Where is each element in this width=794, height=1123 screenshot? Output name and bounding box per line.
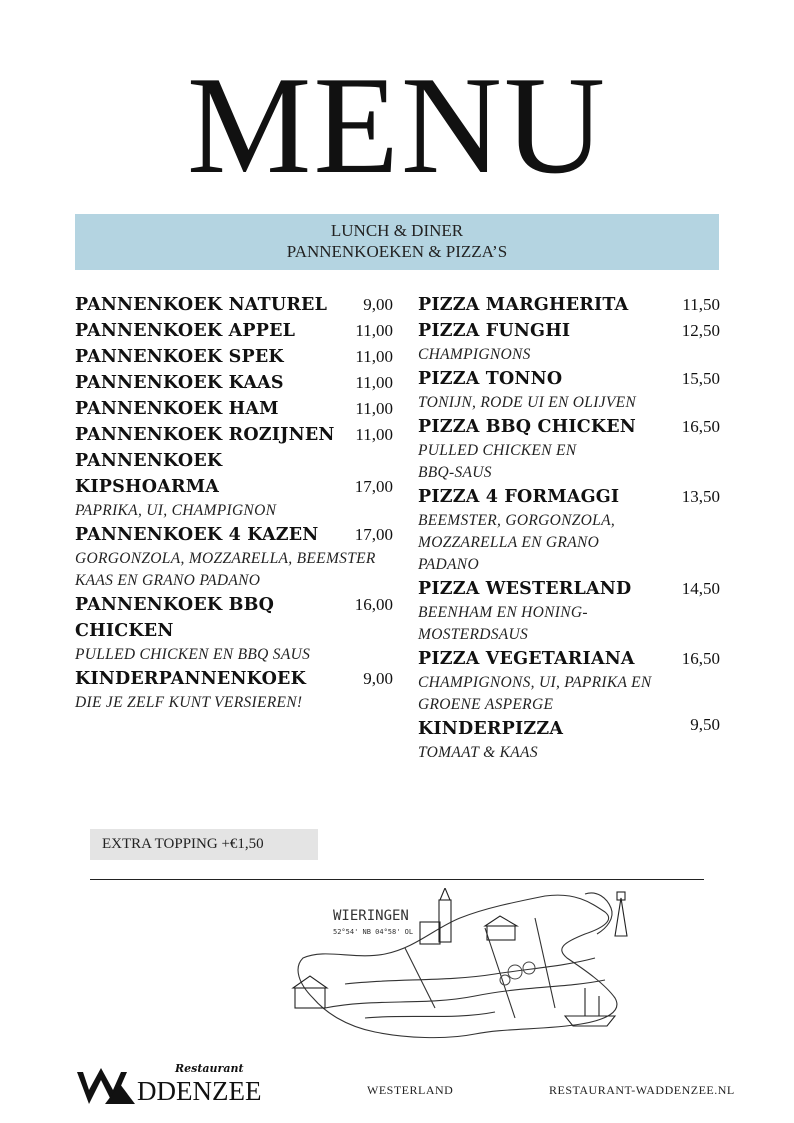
item-description: GORGONZOLA, MOZZARELLA, BEEMSTER KAAS EN GRANO PADANO <box>75 550 376 589</box>
menu-item <box>418 366 720 392</box>
menu-item <box>418 414 720 440</box>
item-description: BEENHAM EN HONING-MOSTERDSAUS <box>418 604 588 643</box>
item-name: PIZZA TONNO <box>418 369 563 389</box>
menu-banner <box>75 214 719 270</box>
menu-item <box>75 318 393 344</box>
item-description: CHAMPIGNONS, UI, PAPRIKA EN GROENE ASPERGE <box>418 674 652 713</box>
menu-item <box>75 666 393 692</box>
wieringen-map-illustration <box>285 888 665 1053</box>
item-name: PANNENKOEK SPEK <box>75 347 284 367</box>
menu-item <box>75 292 393 318</box>
item-price: 13,50 <box>681 487 720 506</box>
menu-item <box>75 396 393 422</box>
item-description: TOMAAT & KAAS <box>418 744 538 761</box>
item-price: 9,50 <box>690 715 720 734</box>
extra-topping-note: EXTRA TOPPING +€1,50 <box>90 829 318 860</box>
item-price: 16,50 <box>681 417 720 436</box>
item-price: 12,50 <box>681 321 720 340</box>
menu-item <box>75 592 393 644</box>
logo-script: Restaurant <box>175 1062 244 1075</box>
item-name: PANNENKOEK HAM <box>75 399 279 419</box>
item-price: 16,50 <box>681 649 720 668</box>
item-name: PANNENKOEK BBQ CHICKEN <box>75 595 275 641</box>
menu-item <box>418 318 720 344</box>
item-name: PANNENKOEK 4 KAZEN <box>75 525 319 545</box>
pancake-column <box>75 292 393 714</box>
item-description: CHAMPIGNONS <box>418 346 531 363</box>
item-price: 17,00 <box>354 525 393 544</box>
item-name: KINDERPANNENKOEK <box>75 669 306 689</box>
item-price: 11,00 <box>355 321 393 340</box>
item-name: KINDERPIZZA <box>418 719 564 739</box>
menu-item <box>418 576 720 602</box>
item-description: TONIJN, RODE UI EN OLIJVEN <box>418 394 637 411</box>
item-name: PANNENKOEK KAAS <box>75 373 284 393</box>
item-description: DIE JE ZELF KUNT VERSIEREN! <box>75 694 303 711</box>
banner-line-categories: PANNENKOEKEN & PIZZA’S <box>286 242 508 261</box>
map-title: WIERINGEN <box>333 908 409 924</box>
item-price: 11,00 <box>355 425 393 444</box>
pizza-column <box>418 292 720 764</box>
item-price: 11,00 <box>355 399 393 418</box>
item-price: 16,00 <box>354 595 393 614</box>
menu-item <box>418 716 720 742</box>
item-price: 15,50 <box>681 369 720 388</box>
item-price: 9,00 <box>363 669 393 688</box>
menu-item <box>75 522 393 548</box>
menu-item <box>75 344 393 370</box>
item-description: PULLED CHICKEN EN BBQ-SAUS <box>418 442 577 481</box>
item-name: PANNENKOEK APPEL <box>75 321 296 341</box>
footer-divider <box>90 879 704 880</box>
item-description: PULLED CHICKEN EN BBQ SAUS <box>75 646 311 663</box>
item-name: PIZZA 4 FORMAGGI <box>418 487 620 507</box>
item-name: PANNENKOEK ROZIJNEN <box>75 425 335 445</box>
menu-item <box>75 422 393 448</box>
item-name: PIZZA BBQ CHICKEN <box>418 417 637 437</box>
item-price: 9,00 <box>363 295 393 314</box>
map-coordinates: 52°54' NB 04°58' OL <box>333 928 414 936</box>
banner-line-lunch-diner: LUNCH & DINER <box>330 221 464 240</box>
item-name: PANNENKOEK NATUREL <box>75 295 328 315</box>
item-price: 11,50 <box>682 295 720 314</box>
waddenzee-logo <box>75 1060 275 1110</box>
item-price: 11,00 <box>355 373 393 392</box>
item-price: 17,00 <box>354 477 393 496</box>
item-name: PIZZA MARGHERITA <box>418 295 629 315</box>
menu-item <box>418 646 720 672</box>
item-description: BEEMSTER, GORGONZOLA, MOZZARELLA EN GRANO PADANO <box>418 512 616 573</box>
footer-website[interactable]: RESTAURANT-WADDENZEE.NL <box>549 1083 735 1097</box>
item-price: 14,50 <box>681 579 720 598</box>
item-name: PIZZA WESTERLAND <box>418 579 632 599</box>
menu-title: MENU <box>186 48 608 203</box>
menu-item <box>418 292 720 318</box>
item-price: 11,00 <box>355 347 393 366</box>
menu-item <box>75 370 393 396</box>
menu-item <box>75 448 393 500</box>
item-name: PIZZA VEGETARIANA <box>418 649 635 669</box>
item-name: PIZZA FUNGHI <box>418 321 571 341</box>
menu-item <box>418 484 720 510</box>
footer-location: WESTERLAND <box>367 1083 454 1097</box>
item-name: PANNENKOEK KIPSHOARMA <box>75 451 223 497</box>
logo-wordmark: DDENZEE <box>137 1076 262 1106</box>
item-description: PAPRIKA, UI, CHAMPIGNON <box>75 502 277 519</box>
